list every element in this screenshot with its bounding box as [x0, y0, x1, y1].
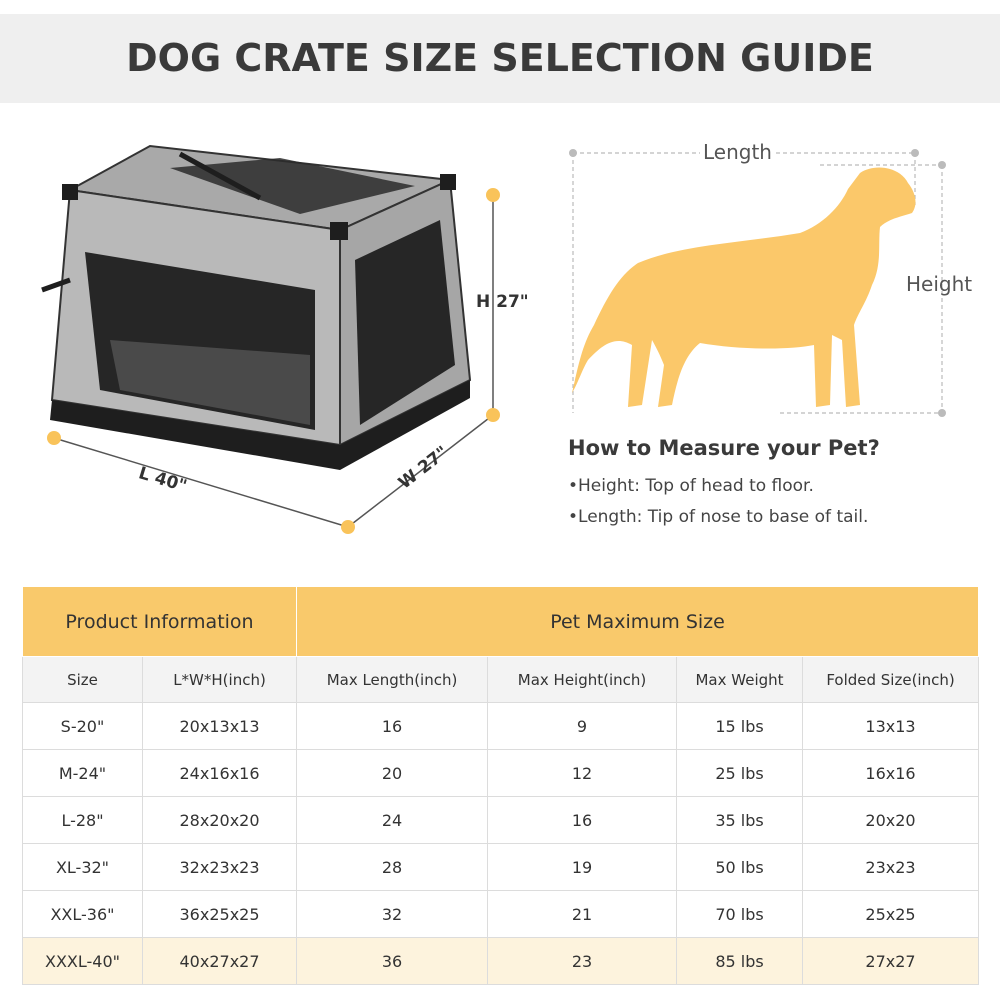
crate-width-label: W 27": [394, 442, 453, 494]
howto-height-line: •Height: Top of head to floor.: [568, 476, 814, 496]
group-header-pet-max-size: Pet Maximum Size: [297, 587, 979, 657]
dog-height-label: Height: [906, 272, 973, 296]
column-header-dimensions: L*W*H(inch): [143, 657, 297, 703]
table-row: [23, 797, 979, 844]
title-banner: [0, 14, 1000, 103]
crate-length-label: L 40": [136, 463, 190, 497]
cell-max-length: 36: [297, 938, 488, 985]
cell-folded-size: 25x25: [803, 891, 979, 938]
size-table: [22, 586, 979, 985]
howto-length-line: •Length: Tip of nose to base of tail.: [568, 507, 869, 527]
cell-size: XL-32": [23, 844, 143, 891]
crate-illustration: [30, 140, 550, 540]
cell-max-height: 12: [488, 750, 677, 797]
cell-max-height: 19: [488, 844, 677, 891]
table-row: [23, 844, 979, 891]
cell-size: L-28": [23, 797, 143, 844]
cell-dimensions: 40x27x27: [143, 938, 297, 985]
table-row: [23, 703, 979, 750]
howto-title: How to Measure your Pet?: [568, 436, 880, 460]
crate-height-label: H 27": [476, 292, 529, 312]
cell-max-weight: 70 lbs: [677, 891, 803, 938]
cell-size: XXXL-40": [23, 938, 143, 985]
table-group-header-row: [23, 587, 979, 657]
cell-max-height: 16: [488, 797, 677, 844]
column-header-size: Size: [23, 657, 143, 703]
column-header-max-weight: Max Weight: [677, 657, 803, 703]
dog-shape: [572, 168, 915, 407]
cell-max-weight: 35 lbs: [677, 797, 803, 844]
cell-folded-size: 27x27: [803, 938, 979, 985]
dog-length-label: Length: [700, 140, 775, 164]
cell-max-length: 16: [297, 703, 488, 750]
column-header-folded-size: Folded Size(inch): [803, 657, 979, 703]
table-column-header-row: [23, 657, 979, 703]
cell-dimensions: 36x25x25: [143, 891, 297, 938]
cell-folded-size: 20x20: [803, 797, 979, 844]
cell-max-weight: 25 lbs: [677, 750, 803, 797]
cell-dimensions: 20x13x13: [143, 703, 297, 750]
cell-dimensions: 24x16x16: [143, 750, 297, 797]
cell-size: XXL-36": [23, 891, 143, 938]
cell-dimensions: 28x20x20: [143, 797, 297, 844]
table-row: [23, 891, 979, 938]
cell-max-weight: 85 lbs: [677, 938, 803, 985]
table-row: [23, 750, 979, 797]
cell-max-length: 24: [297, 797, 488, 844]
table-row-highlighted: [23, 938, 979, 985]
cell-folded-size: 16x16: [803, 750, 979, 797]
cell-max-length: 32: [297, 891, 488, 938]
cell-dimensions: 32x23x23: [143, 844, 297, 891]
cell-size: S-20": [23, 703, 143, 750]
cell-size: M-24": [23, 750, 143, 797]
cell-folded-size: 13x13: [803, 703, 979, 750]
cell-max-height: 21: [488, 891, 677, 938]
column-header-max-length: Max Length(inch): [297, 657, 488, 703]
cell-max-length: 20: [297, 750, 488, 797]
column-header-max-height: Max Height(inch): [488, 657, 677, 703]
crate-body: [42, 146, 470, 470]
cell-max-height: 9: [488, 703, 677, 750]
cell-max-weight: 15 lbs: [677, 703, 803, 750]
cell-folded-size: 23x23: [803, 844, 979, 891]
cell-max-height: 23: [488, 938, 677, 985]
cell-max-weight: 50 lbs: [677, 844, 803, 891]
group-header-product-info: Product Information: [23, 587, 297, 657]
page-title: DOG CRATE SIZE SELECTION GUIDE: [126, 36, 874, 80]
cell-max-length: 28: [297, 844, 488, 891]
